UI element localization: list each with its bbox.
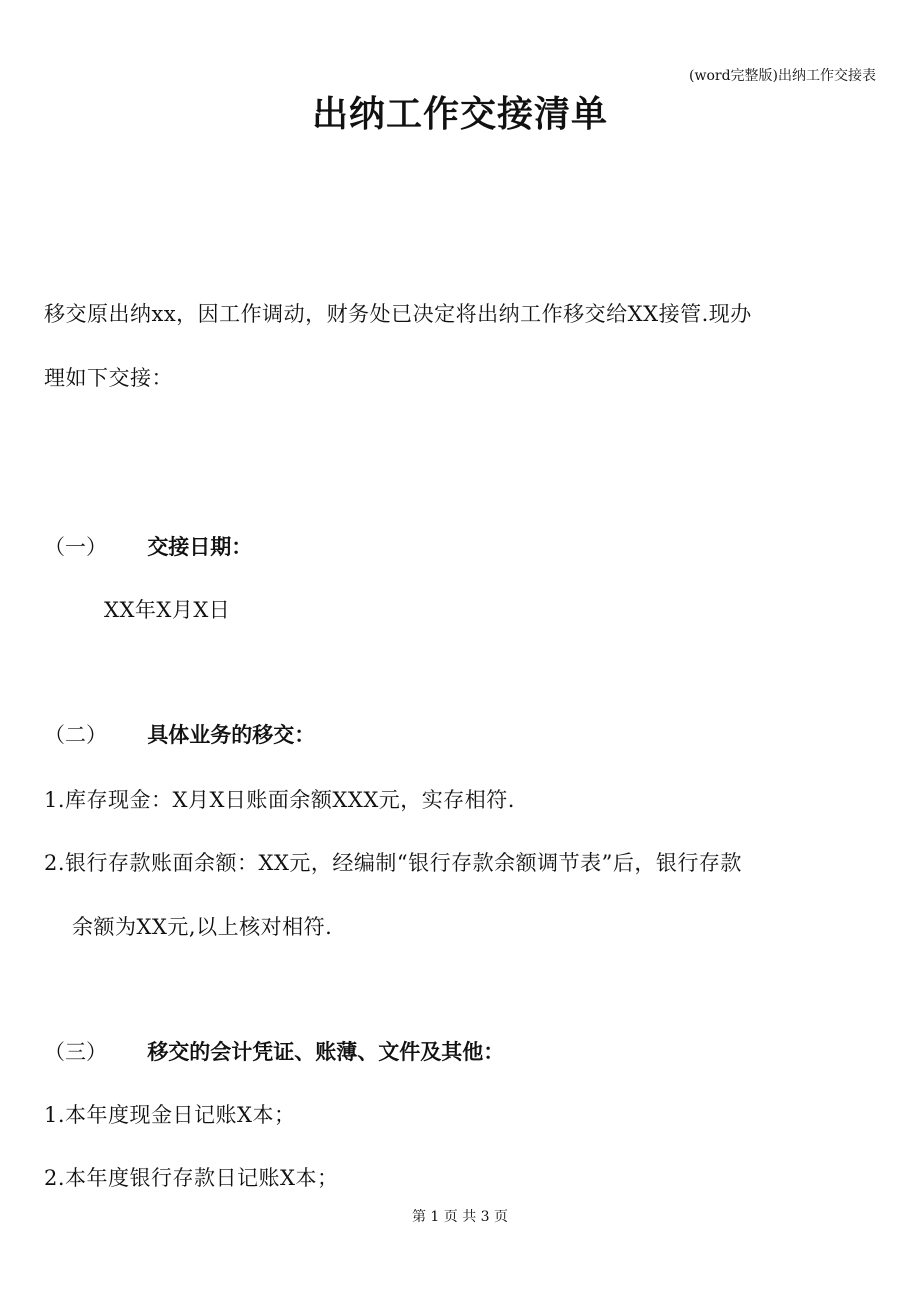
section-title-2: 具体业务的移交： bbox=[147, 722, 316, 747]
section-number-3: （三） bbox=[44, 1040, 107, 1064]
intro-paragraph-line-1: 移交原出纳xx，因工作调动，财务处已决定将出纳工作移交给XX接管.现办 bbox=[44, 302, 752, 326]
page-footer: 第 1 页 共 3 页 bbox=[411, 1209, 509, 1225]
intro-paragraph-line-2: 理如下交接： bbox=[44, 366, 173, 390]
document-title: 出纳工作交接清单 bbox=[311, 93, 608, 135]
section-number-2: （二） bbox=[44, 723, 107, 747]
section-heading-3 bbox=[44, 1037, 504, 1067]
section-number-1: （一） bbox=[44, 535, 107, 559]
records-item-1: 1.本年度现金日记账X本； bbox=[44, 1103, 296, 1127]
section-title-3: 移交的会计凭证、账薄、文件及其他： bbox=[147, 1039, 505, 1064]
section-heading-1 bbox=[44, 532, 252, 562]
handover-date-line: XX年X月X日 bbox=[104, 598, 231, 622]
section-heading-2 bbox=[44, 720, 315, 750]
page-header: (word完整版)出纳工作交接表 bbox=[689, 68, 876, 84]
business-item-2-line-1: 2.银行存款账面余额：XX元，经编制“银行存款余额调节表”后，银行存款 bbox=[44, 851, 742, 875]
business-item-1: 1.库存现金：X月X日账面余额XXX元，实存相符. bbox=[44, 788, 515, 812]
records-item-2: 2.本年度银行存款日记账X本； bbox=[44, 1166, 339, 1190]
business-item-2-line-2: 余额为XX元,以上核对相符. bbox=[72, 915, 333, 939]
section-title-1: 交接日期： bbox=[147, 534, 253, 559]
